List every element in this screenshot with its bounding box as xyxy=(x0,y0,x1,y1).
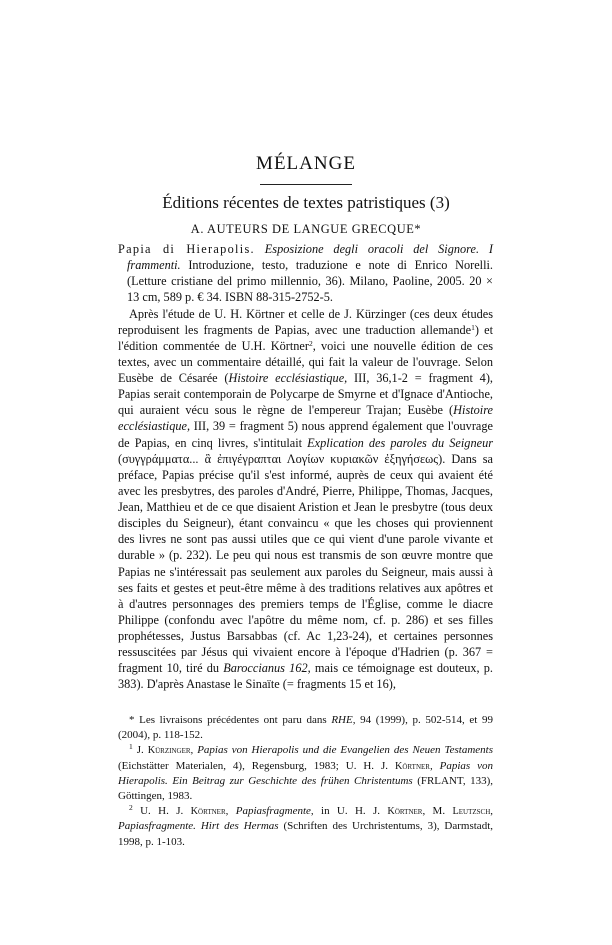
footnote-ref: 2 xyxy=(308,338,313,348)
body-paragraph xyxy=(118,306,493,693)
section-title: MÉLANGE xyxy=(256,153,356,174)
journal-name: RHE, xyxy=(331,714,356,726)
italic-title: Histoire ecclésiastique, xyxy=(228,371,348,385)
footnote-text: (FRLANT, 133), Göttingen, 1983. xyxy=(118,774,493,803)
body-text: III, 39 = fragment 5) nous apprend également que l'ouvrage de Papias, en cinq livres, s'intitulait xyxy=(118,419,493,450)
article-title: Éditions récentes de textes patristiques (3) xyxy=(162,193,450,212)
work-title: , Papiasfragmente, xyxy=(225,805,314,818)
author-name: Körtner xyxy=(394,760,430,772)
work-title: Papiasfragmente. Hirt des Hermas xyxy=(118,820,279,833)
footnote-text: (Schriften des Urchristentums, 3), Darmstadt, 1998, p. 1-103. xyxy=(118,820,493,848)
footnote-text: , M. xyxy=(422,805,453,818)
title-rule xyxy=(260,184,352,185)
work-title: , Papias von Hierapolis. Ein Beitrag zur Geschichte des frühen Christentums xyxy=(118,759,493,787)
italic-title: Histoire ecclésiastique, xyxy=(118,403,493,434)
work-title: , Papias von Hierapolis und die Evangelien des Neuen Testaments xyxy=(190,744,493,757)
footnotes xyxy=(118,713,493,850)
main-text xyxy=(118,241,493,693)
italic-title: Explication des paroles du Seigneur xyxy=(307,435,493,450)
footnote-1 xyxy=(118,743,493,804)
footnote-text: (Eichstätter Materialen, 4), Regensburg, 1983; U. H. J. xyxy=(118,759,395,772)
entry-details: Introduzione, testo, traduzione e note di Enrico Norelli. (Letture cristiane del primo millennio, 36). Milano, Paoline, 2005. 20 × 13 cm, 589 p. € 34. ISBN 88-315-2752-5. xyxy=(127,258,494,305)
footnote-mark: * xyxy=(129,714,135,726)
body-text: III, 36,1-2 = fragment 4), Papias serait contemporain de Polycarpe de Smyrne et d'Ignace d'Antioche, qui auraient vécu sous le règne de l'empereur Trajan; Eusèbe ( xyxy=(118,371,493,418)
footnote-text: , xyxy=(490,805,493,818)
footnote-number: 1 xyxy=(129,742,133,752)
author-name: Leutzsch xyxy=(452,806,491,818)
footnote-2 xyxy=(118,804,493,850)
bibliographic-entry xyxy=(118,241,493,306)
body-text: mais ce témoignage est douteux, p. 383). D'après Anastase le Sinaïte (= fragments 15 et 16), xyxy=(118,661,494,692)
body-text: ) et l'édition commentée de U.H. Körtner xyxy=(118,322,493,353)
footnote-star xyxy=(118,713,493,743)
subsection-title: A. AUTEURS DE LANGUE GRECQUE xyxy=(190,222,415,236)
subsection-footnote-mark: * xyxy=(414,222,422,236)
body-text: (συγγράμματα... ἃ ἐπιγέγραπται Λογίων κυριακῶν ἐξηγήσεως). Dans sa préface, Papias précise qu'il s'est informé, auprès de ceux qui avaient été avec les presbytres, des paroles d'André, Pierre, Philippe, Thomas, Jacques, Jean, Matthieu et de ce que disaient Aristion et Jean le presbytre (tous deux disciples du Seigneur), étant convaincu « que les choses qui proviennent des livres ne sont pas aussi utiles que ce qui vient d'une parole vivante et durable » (p. 232). Le peu qui nous est transmis de son œuvre montre que Papias ne s'intéressait pas seulement aux paroles du Seigneur, mais aussi à ses faits et gestes et peut-être même à des traditions relatives aux apôtres et à d'autres personnages des premiers temps de l'Église, comme le diacre Philippe (confondu avec l'apôtre du même nom, cf. p. 286) et ses filles prophétesses, Justus Barsabbas (cf. Ac 1,23-24), et certaines personnes ressuscitées par Jésus qui vivaient encore à l'époque d'Hadrien (p. 367 = fragment 10, tiré du xyxy=(118,451,493,676)
author-name: Kürzinger xyxy=(147,745,191,757)
author-name: Körtner xyxy=(387,806,423,818)
body-text: , voici une nouvelle édition de ces textes, avec un commentaire détaillé, qui fait la valeur de l'ouvrage. Selon Eusèbe de Césarée ( xyxy=(118,338,494,385)
footnote-ref: 1 xyxy=(471,322,475,332)
body-text: Après l'étude de U. H. Körtner et celle de J. Kürzinger (ces deux études reproduisent les fragments de Papias, avec une traduction allemande xyxy=(118,306,493,337)
author-name: Körtner xyxy=(190,806,226,818)
footnote-text: in U. H. J. xyxy=(313,805,388,818)
subsection-heading xyxy=(0,222,612,237)
footnote-text: U. H. J. xyxy=(132,805,191,818)
footnote-text: J. xyxy=(132,744,148,757)
entry-title: Esposizione degli oracoli del Signore. I frammenti. xyxy=(127,242,493,273)
footnote-text: Les livraisons précédentes ont paru dans xyxy=(134,714,332,726)
footnote-text: 94 (1999), p. 502-514, et 99 (2004), p. 118-152. xyxy=(118,714,493,742)
entry-author: Papia di Hierapolis. xyxy=(118,242,255,256)
footnote-number: 2 xyxy=(129,803,133,813)
italic-title: Baroccianus 162, xyxy=(223,661,311,676)
